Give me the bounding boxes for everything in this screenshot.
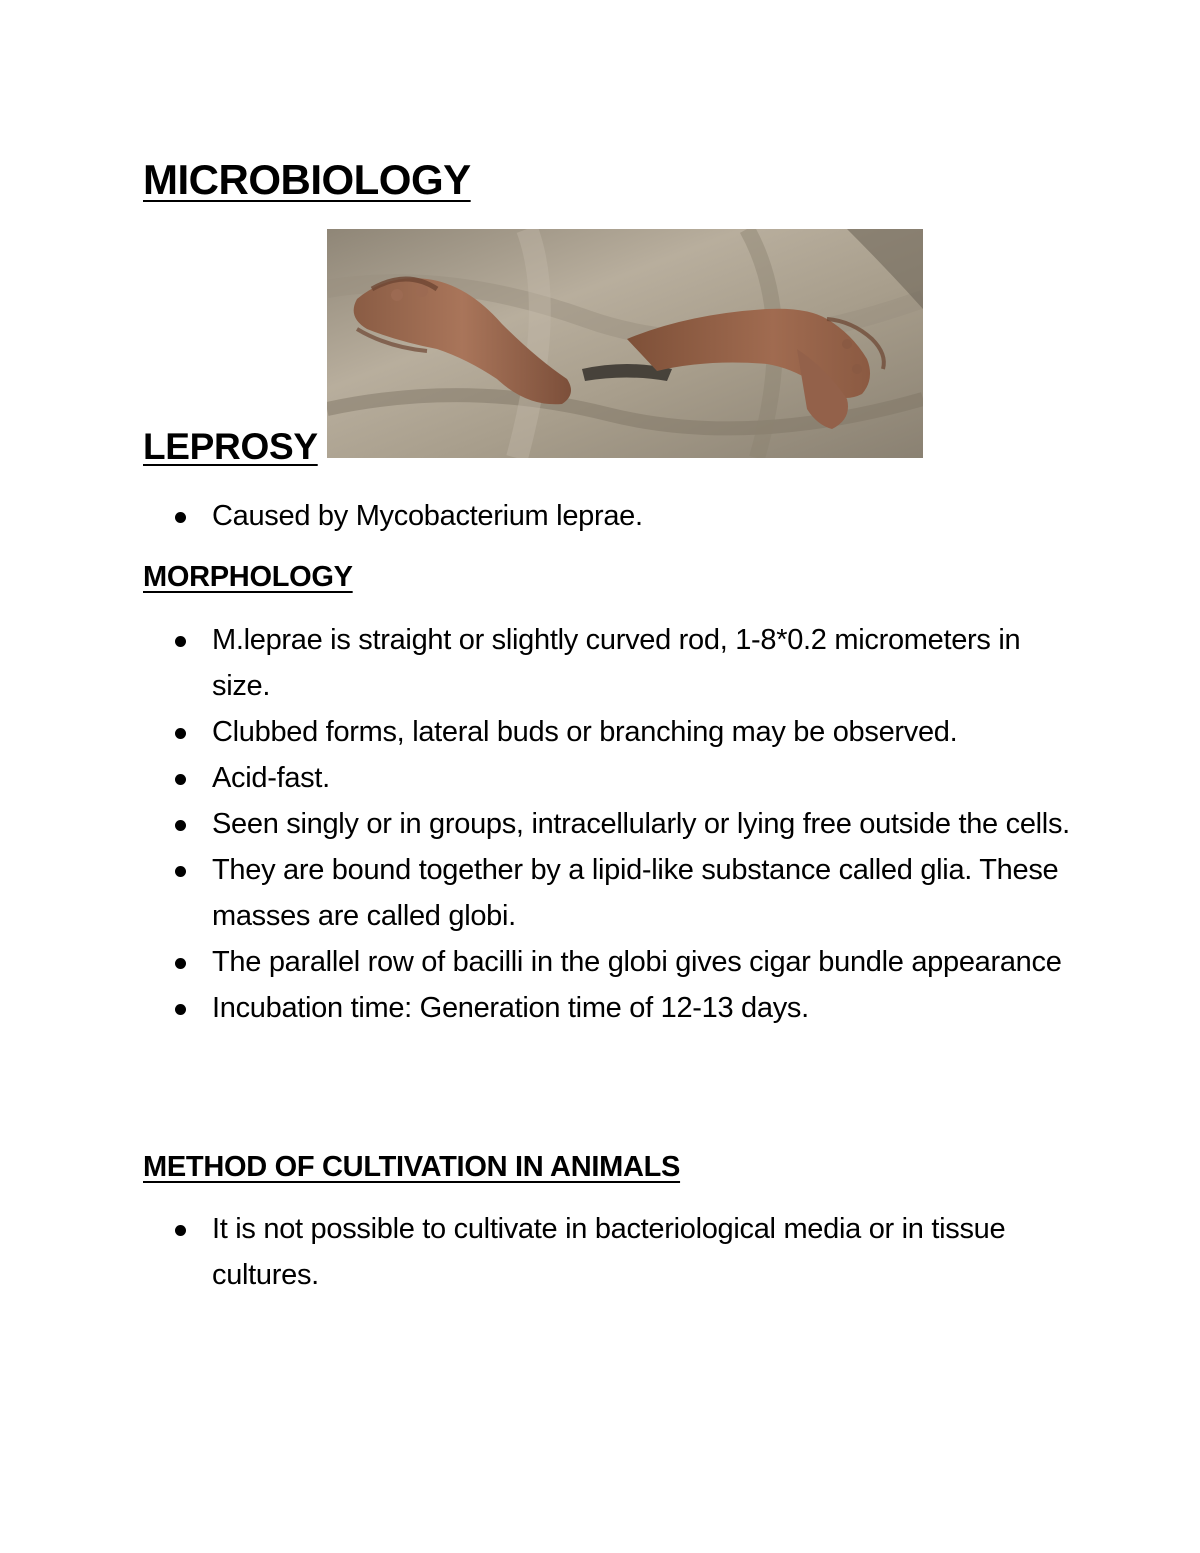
bullet-icon [175,636,186,647]
bullet-icon [175,728,186,739]
list-item: Acid-fast. [172,755,1072,801]
leprosy-hands-photo [327,229,923,458]
leprosy-heading: LEPROSY [143,426,318,467]
bullet-icon [175,1225,186,1236]
bullet-icon [175,774,186,785]
cultivation-heading: METHOD OF CULTIVATION IN ANIMALS [143,1151,681,1183]
list-item: Seen singly or in groups, intracellularly or lying free outside the cells. [172,801,1072,847]
morphology-heading: MORPHOLOGY [143,561,353,593]
list-item: M.leprae is straight or slightly curved rod, 1-8*0.2 micrometers in size. [172,617,1072,709]
leprosy-list [172,493,1072,539]
bullet-icon [175,958,186,969]
bullet-icon [175,1004,186,1015]
list-item: The parallel row of bacilli in the globi gives cigar bundle appearance [172,939,1072,985]
bullet-icon [175,512,186,523]
list-item: It is not possible to cultivate in bacteriological media or in tissue cultures. [172,1206,1072,1298]
list-item: Clubbed forms, lateral buds or branching may be observed. [172,709,1072,755]
list-item: They are bound together by a lipid-like substance called glia. These masses are called globi. [172,847,1072,939]
list-item: Incubation time: Generation time of 12-13 days. [172,985,1072,1031]
list-item: Caused by Mycobacterium leprae. [172,493,1072,539]
cultivation-list [172,1206,1072,1298]
morphology-list [172,617,1072,1031]
page-title: MICROBIOLOGY [143,156,471,203]
bullet-icon [175,820,186,831]
bullet-icon [175,866,186,877]
